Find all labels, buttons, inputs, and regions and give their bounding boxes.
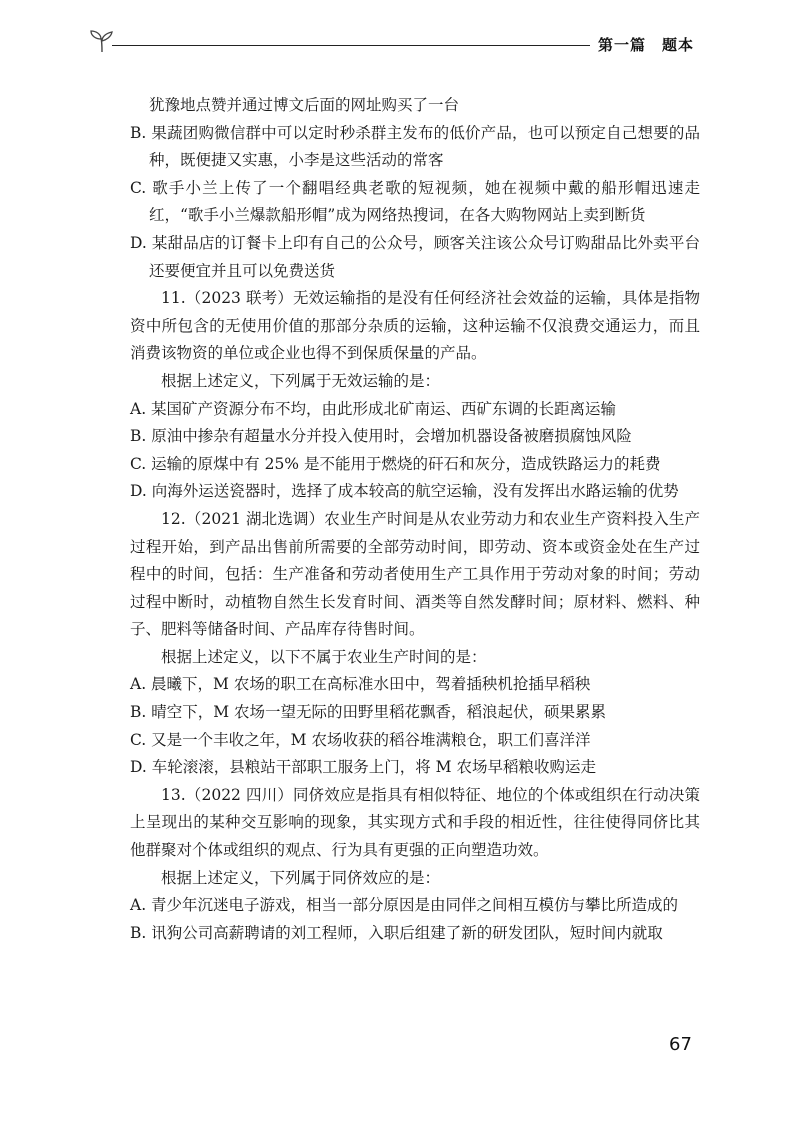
question-11-option-a: A. 某国矿产资源分布不均，由此形成北矿南运、西矿东调的长距离运输 [130,399,617,418]
prev-option-c: C. 歌手小兰上传了一个翻唱经典老歌的短视频，她在视频中戴的船形帽迅速走红，“歌手小兰爆款船形帽”成为网络热搜词，在各大购物网站上卖到断货 [130,178,700,225]
question-12-option-c: C. 又是一个丰收之年，M 农场收获的稻谷堆满粮仓，职工们喜洋洋 [130,730,591,749]
question-12-prompt: 根据上述定义，以下不属于农业生产时间的是： [161,647,487,666]
question-13-prompt: 根据上述定义，下列属于同侪效应的是： [161,868,441,887]
question-11-option-c: C. 运输的原煤中有 25% 是不能用于燃烧的矸石和灰分，造成铁路运力的耗费 [130,454,661,473]
question-12-option-b: B. 晴空下，M 农场一望无际的田野里稻花飘香，稻浪起伏，硕果累累 [130,703,607,722]
sprout-icon [88,28,116,54]
prev-option-b: B. 果蔬团购微信群中可以定时秒杀群主发布的低价产品，也可以预定自己想要的品种，既便捷又实惠，小李是这些活动的常客 [130,123,700,170]
question-12-stem: 12.（2021 湖北选调）农业生产时间是从农业劳动力和农业生产资料投入生产过程开始，到产品出售前所需要的全部劳动时间，即劳动、资本或资金处在生产过程中的时间，包括：生产准备和劳动者使用生产工具作用于劳动对象的时间；劳动过程中断时，动植物自然生长发育时间、酒类等自然发酵时间；原材料、燃料、种子、肥料等储备时间、产品库存待售时间。 [130,509,700,639]
question-11-prompt: 根据上述定义，下列属于无效运输的是： [161,371,441,390]
question-11-option-d: D. 向海外运送瓷器时，选择了成本较高的航空运输，没有发挥出水路运输的优势 [130,482,679,501]
question-11-stem: 11.（2023 联考）无效运输指的是没有任何经济社会效益的运输，具体是指物资中所包含的无使用价值的那部分杂质的运输，这种运输不仅浪费交通运力，而且消费该物资的单位或企业也得不到保质保量的产品。 [130,289,700,363]
header-rule [112,45,590,46]
prev-option-d: D. 某甜品店的订餐卡上印有自己的公众号，顾客关注该公众号订购甜品比外卖平台还要便宜并且可以免费送货 [130,233,700,280]
question-13-option-b: B. 讯狗公司高薪聘请的刘工程师，入职后组建了新的研发团队，短时间内就取 [130,923,663,942]
running-header: 第一篇 题本 [598,36,695,54]
question-13-stem: 13.（2022 四川）同侪效应是指具有相似特征、地位的个体或组织在行动决策上呈现出的某种交互影响的现象，其实现方式和手段的相近性，往往使得同侪比其他群聚对个体或组织的观点、行为具有更强的正向塑造功效。 [130,785,700,860]
question-12-option-a: A. 晨曦下，M 农场的职工在高标准水田中，驾着插秧机抢插早稻秧 [130,675,591,694]
page-number: 67 [669,1034,692,1055]
question-11-option-b: B. 原油中掺杂有超量水分并投入使用时，会增加机器设备被磨损腐蚀风险 [130,427,632,446]
question-13-option-a: A. 青少年沉迷电子游戏，相当一部分原因是由同伴之间相互模仿与攀比所造成的 [130,896,679,915]
page-body [130,92,700,947]
intro-continuation: 犹豫地点赞并通过博文后面的网址购买了一台 [149,96,460,114]
question-12-option-d: D. 车轮滚滚，县粮站干部职工服务上门，将 M 农场早稻粮收购运走 [130,758,596,777]
